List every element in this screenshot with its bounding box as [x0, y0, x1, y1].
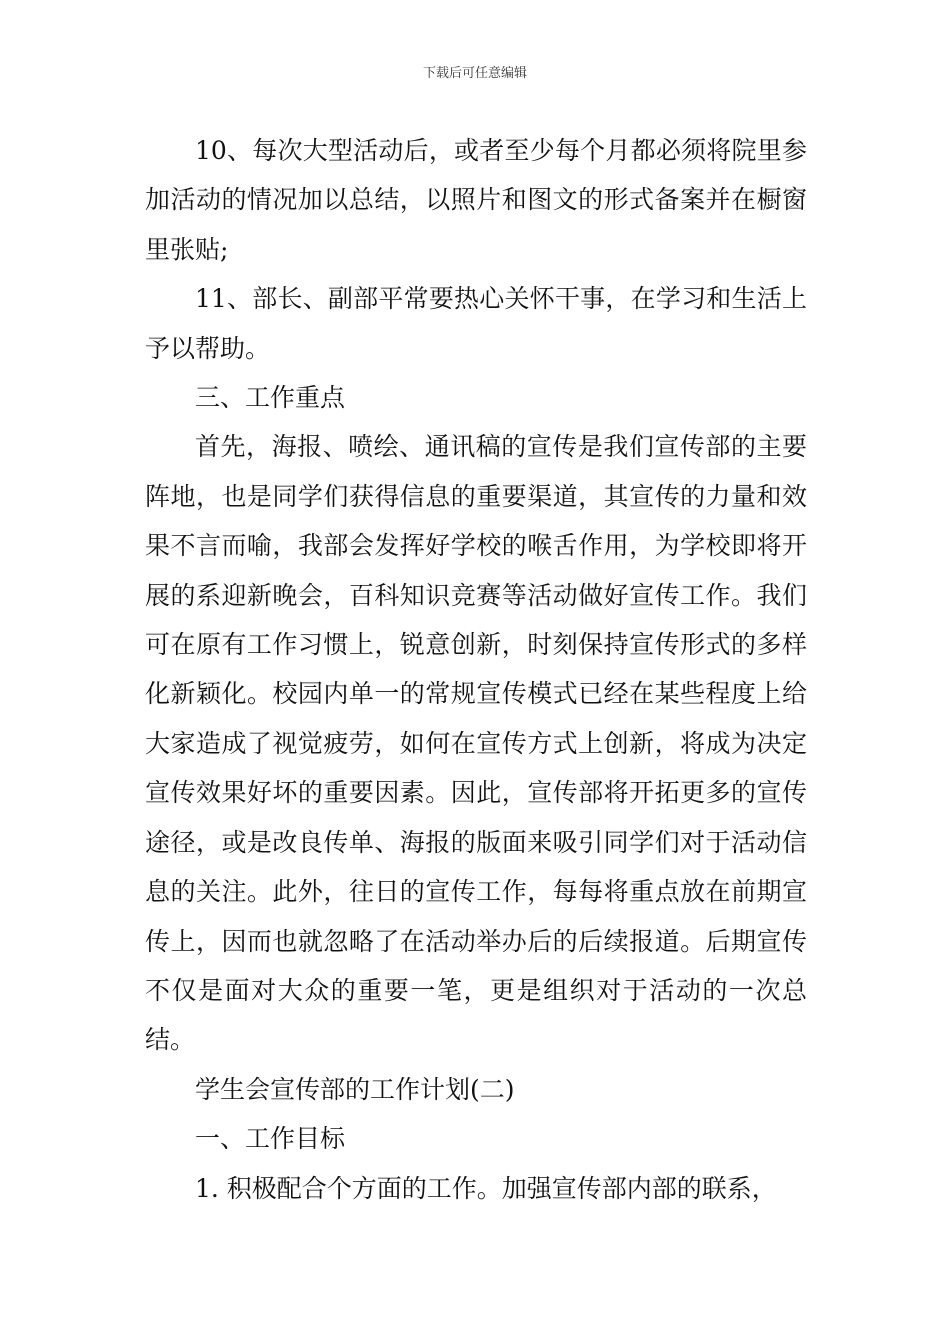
paragraph-item-10: 10、每次大型活动后，或者至少每个月都必须将院里参加活动的情况加以总结，以照片和图文的形式备案并在橱窗里张贴;	[145, 136, 807, 264]
section-heading-work-goals: 一、工作目标	[195, 1124, 346, 1154]
paragraph-goal-1: 1. 积极配合个方面的工作。加强宣传部内部的联系，	[195, 1173, 777, 1203]
paragraph-work-focus: 首先，海报、喷绘、通讯稿的宣传是我们宣传部的主要阵地，也是同学们获得信息的重要渠道，其宣传的力量和效果不言而喻，我部会发挥好学校的喉舌作用，为学校即将开展的系迎新晚会，百科知识竞赛等活动做好宣传工作。我们可在原有工作习惯上，锐意创新，时刻保持宣传形式的多样化新颖化。校园内单一的常规宣传模式已经在某些程度上给大家造成了视觉疲劳，如何在宣传方式上创新，将成为决定宣传效果好坏的重要因素。因此，宣传部将开拓更多的宣传途径，或是改良传单、海报的版面来吸引同学们对于活动信息的关注。此外，往日的宣传工作，每每将重点放在前期宣传上，因而也就忽略了在活动举办后的后续报道。后期宣传不仅是面对大众的重要一笔，更是组织对于活动的一次总结。	[145, 432, 807, 1055]
document-body	[145, 126, 807, 1213]
section-heading-work-focus: 三、工作重点	[195, 383, 346, 413]
section-title-plan-two: 学生会宣传部的工作计划(二)	[195, 1074, 515, 1104]
page-header: 下载后可任意编辑	[422, 66, 527, 81]
paragraph-item-11: 11、部长、副部平常要热心关怀干事，在学习和生活上予以帮助。	[145, 284, 807, 363]
